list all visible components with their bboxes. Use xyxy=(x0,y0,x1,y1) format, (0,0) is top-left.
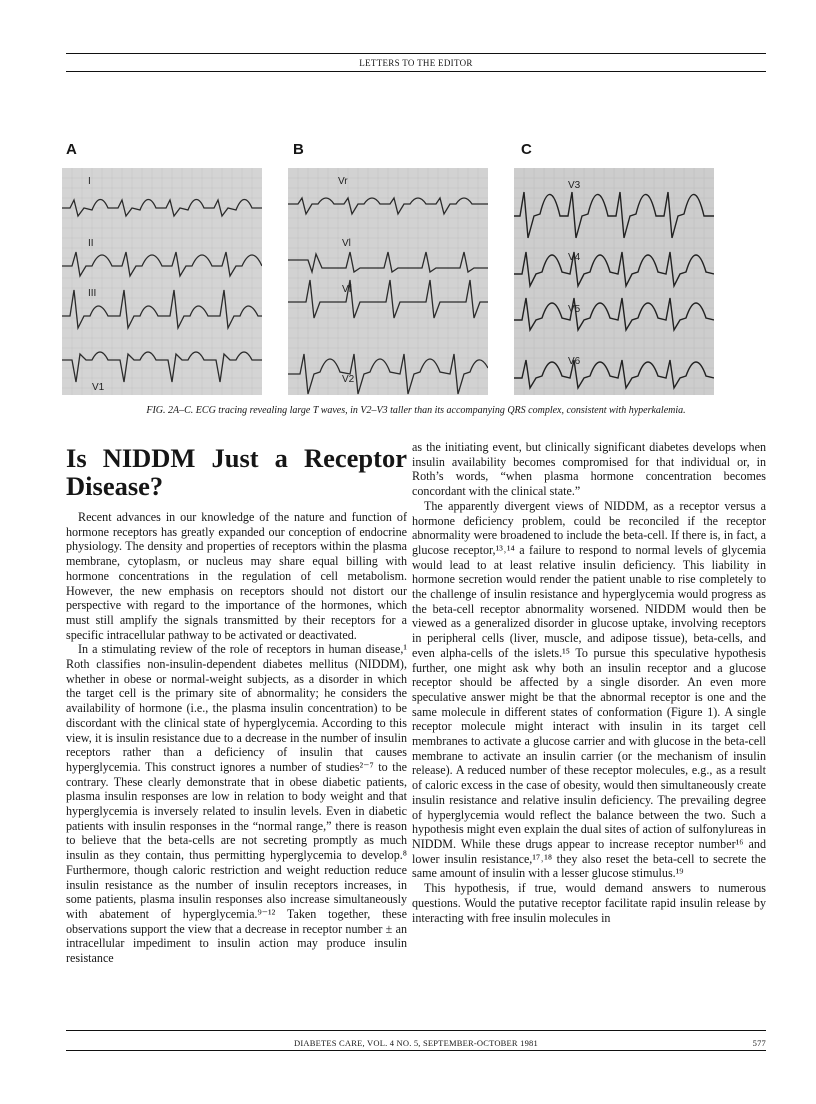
paragraph: as the initiating event, but clinically significant diabetes develops when insulin availability becomes compromised for that individual or, in Roth’s words, “when plasma hormone concentration becomes concordant with the clinical state.” xyxy=(412,440,766,499)
article-title: Is NIDDM Just a Receptor Disease? xyxy=(66,443,407,501)
paragraph: This hypothesis, if true, would demand answers to numerous questions. Would the putative receptor facilitate rapid insulin release by interacting with free insulin molecules in xyxy=(412,881,766,925)
lead-label: V2 xyxy=(342,374,355,385)
page-number: 577 xyxy=(752,1038,766,1048)
lead-label: V5 xyxy=(568,304,581,315)
page-footer xyxy=(66,1038,766,1048)
figure-caption: FIG. 2A–C. ECG tracing revealing large T waves, in V2–V3 taller than its accompanying QRS complex, consistent with hyperkalemia. xyxy=(146,405,686,416)
lead-label: Vf xyxy=(342,284,352,295)
panel-letter-b: B xyxy=(293,141,304,158)
lead-label: V1 xyxy=(92,382,105,393)
journal-citation: DIABETES CARE, VOL. 4 NO. 5, SEPTEMBER-OCTOBER 1981 xyxy=(294,1038,538,1048)
running-header: LETTERS TO THE EDITOR xyxy=(359,58,473,68)
header-bottom-rule xyxy=(66,71,766,72)
paragraph: The apparently divergent views of NIDDM, as a receptor versus a hormone deficiency problem, could be reconciled if the receptor abnormality were broadened to include the beta-cell. If there is, in fact, a glucose receptor,¹³˒¹⁴ a failure to respond to normal levels of glycemia would lead to at least relative insulin deficiency. This liability in hormone secretion would render the patient unable to rise completely to the challenge of insulin resistance and hyperglycemia would progress as the beta-cell receptor abnormality worsened. NIDDM would then be viewed as a generalized disorder in glucose uptake, involving receptors in peripheral cells (liver, muscle, and adipose tissue), beta-cells, and even alpha-cells of the islets.¹⁵ To pursue this speculative hypothesis further, one might ask why both an insulin receptor and a glucose receptor should be affected by a single disorder. An even more speculative answer might be that the abnormal receptor is one and the same molecule in different states of conformation (Figure 1). A single receptor molecule might interact with insulin in its target cell membranes to activate a glucose carrier and with glucose in the beta-cell membrane to activate an insulin carrier (or the mechanism of insulin release). A reduced number of these receptor molecules, e.g., as a result of caloric excess in the case of obesity, would then simultaneously create insulin resistance and relative insulin deficiency. The prevailing degree of hyperglycemia would reflect the balance between the two. Such a hypothesis might even explain the dual sites of action of sulfonylureas in NIDDM. While these drugs appear to increase receptor number¹⁶ and lower insulin resistance,¹⁷˒¹⁸ they also reset the beta-cell to secrete the same amount of insulin with a lesser glucose stimulus.¹⁹ xyxy=(412,498,766,881)
lead-label: V3 xyxy=(568,180,581,191)
lead-label: I xyxy=(88,176,91,187)
article-column-left xyxy=(66,440,407,966)
ecg-panel-c xyxy=(514,168,714,395)
header-top-rule xyxy=(66,53,766,54)
lead-label: II xyxy=(88,238,94,249)
footer-bottom-rule xyxy=(66,1050,766,1051)
paragraph: Recent advances in our knowledge of the nature and function of hormone receptors has greatly expanded our conception of endocrine physiology. The density and properties of receptors within the plasma membrane, cytoplasm, or nucleus may share equal billing with hormone concentrations in the regulation of cell metabolism. However, the new emphasis on receptors should not distort our perspective with regard to the importance of the hormones, which must still amplify the signals transmitted by their receptors for a specific intracellular pathway to be activated or deactivated. xyxy=(66,510,407,642)
panel-letter-a: A xyxy=(66,141,77,158)
lead-label: III xyxy=(88,288,97,299)
paragraph: In a stimulating review of the role of receptors in human disease,¹ Roth classifies non-insulin-dependent diabetes mellitus (NIDDM), whether in obese or normal-weight subjects, as a disorder in which the target cell is the primary site of abnormality; he considers the availability of hormone (i.e., the plasma insulin concentration) to be discordant with the clinical state of hyperglycemia. According to this view, it is insulin resistance due to a decrease in the number of insulin receptors rather than a deficiency of insulin that causes hyperglycemia. This construct ignores a number of studies²⁻⁷ to the contrary. These clearly demonstrate that in obese diabetic patients, plasma insulin responses are low in relation to body weight and that hyperglycemia is inversely related to insulin levels. Even in diabetic patients with insulin responses in the “normal range,” there is reason to believe that the beta-cells are not secreting promptly as much insulin as they contain, thus permitting hyperglycemia to develop.⁸ Furthermore, though caloric restriction and weight reduction reduce insulin resistance as the number of insulin receptors increases, in some patients, plasma insulin responses also increase simultaneously with abatement of hyperglycemia.⁹⁻¹² Taken together, these observations support the view that a decrease in receptor number ± an intracellular impediment to insulin action may produce insulin resistance xyxy=(66,642,407,966)
lead-label: V6 xyxy=(568,356,581,367)
article-column-right xyxy=(412,440,766,925)
lead-label: Vl xyxy=(342,238,351,249)
lead-label: Vr xyxy=(338,176,348,187)
ecg-panel-b xyxy=(288,168,488,395)
panel-letter-c: C xyxy=(521,141,532,158)
ecg-panel-a xyxy=(62,168,262,395)
footer-top-rule xyxy=(66,1030,766,1031)
lead-label: V4 xyxy=(568,252,581,263)
